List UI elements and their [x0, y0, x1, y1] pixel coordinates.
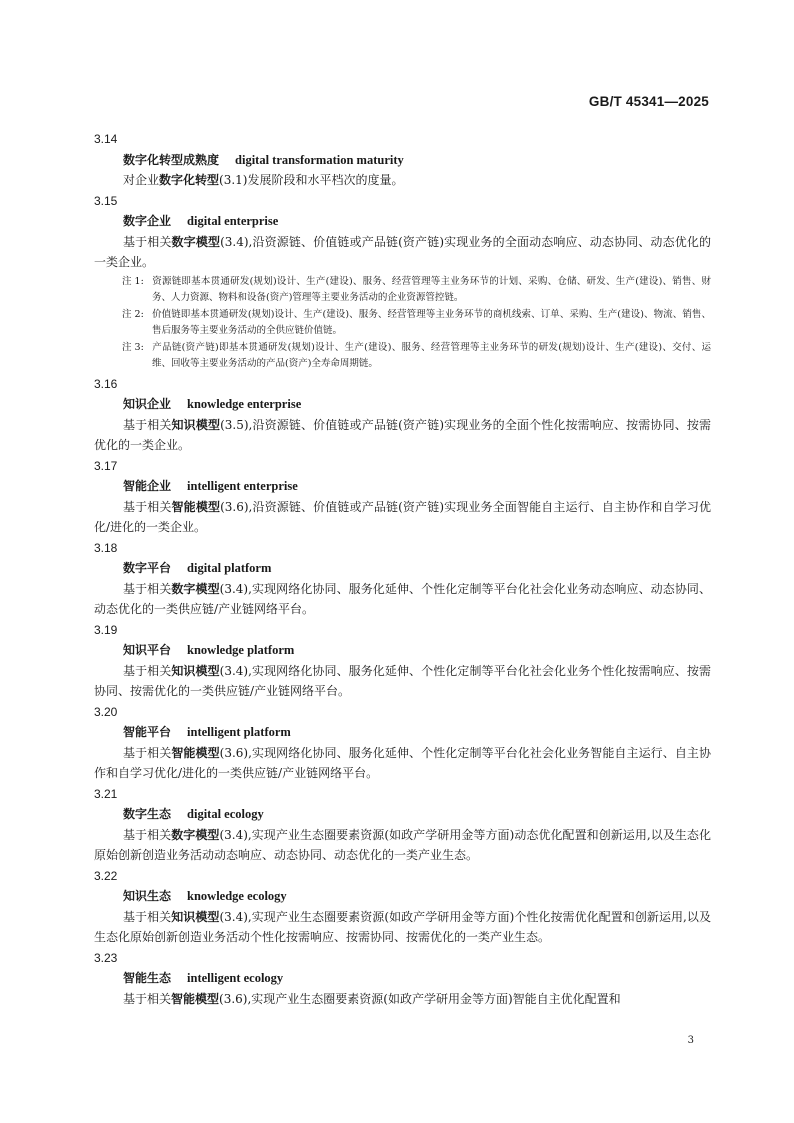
definition-body: (3.4),实现网络化协同、服务化延伸、个性化定制等平台化社会化业务个性化按需响应、按需协同、按需优化的一类供应链/产业链网络平台。	[94, 663, 711, 698]
term-definition	[94, 661, 711, 702]
term-title	[94, 722, 711, 743]
terms-content	[94, 129, 711, 1009]
definition-body: (3.4),实现产业生态圈要素资源(如政产学研用金等方面)动态优化配置和创新运用,以及生态化原始创新创造业务活动动态响应、动态协同、动态优化的一类产业生态。	[94, 827, 711, 862]
term-definition	[94, 579, 711, 620]
term-en: knowledge ecology	[187, 889, 287, 903]
definition-body: (3.4),沿资源链、价值链或产品链(资产链)实现业务的全面动态响应、动态协同、动态优化的一类企业。	[94, 234, 711, 269]
term-en: digital enterprise	[187, 214, 279, 228]
term-definition	[94, 170, 711, 191]
definition-referenced-term: 数字模型	[171, 827, 220, 842]
term-en: intelligent ecology	[187, 971, 284, 985]
definition-prefix: 基于相关	[123, 663, 172, 678]
term-zh: 智能企业	[123, 479, 172, 493]
term-title	[94, 476, 711, 497]
term-title	[94, 886, 711, 907]
term-en: digital ecology	[187, 807, 264, 821]
term-entry	[94, 702, 711, 784]
term-number: 3.18	[94, 540, 118, 555]
definition-referenced-term: 数字化转型	[159, 173, 220, 187]
definition-referenced-term: 智能模型	[171, 745, 220, 760]
term-number: 3.19	[94, 622, 118, 637]
definition-prefix: 基于相关	[123, 417, 172, 432]
term-definition	[94, 907, 711, 948]
term-zh: 知识平台	[123, 643, 172, 657]
note-label: 注 3:	[122, 341, 144, 353]
definition-prefix: 基于相关	[123, 827, 172, 842]
note-text: 产品链(资产链)即基本贯通研发(规划)设计、生产(建设)、服务、经营管理等主业务环节的研发(规划)设计、生产(建设)、交付、运维、回收等主要业务活动的产品(资产)全寿命周期链。	[152, 341, 711, 369]
term-entry	[94, 538, 711, 620]
term-title	[94, 211, 711, 232]
term-definition	[94, 825, 711, 866]
term-notes	[94, 273, 711, 374]
term-entry	[94, 866, 711, 948]
term-note	[94, 340, 711, 373]
term-title	[94, 150, 711, 171]
note-text: 价值链即基本贯通研发(规划)设计、生产(建设)、服务、经营管理等主业务环节的商机线索、订单、采购、生产(建设)、物流、销售、售后服务等主要业务活动的全供应链价值链。	[152, 308, 711, 336]
term-number: 3.15	[94, 193, 118, 208]
definition-body: (3.6),沿资源链、价值链或产品链(资产链)实现业务全面智能自主运行、自主协作和自学习优化/进化的一类企业。	[94, 499, 711, 534]
definition-referenced-term: 知识模型	[171, 417, 221, 432]
term-en: digital transformation maturity	[235, 152, 404, 167]
definition-prefix: 基于相关	[123, 991, 172, 1006]
definition-referenced-term: 知识模型	[171, 663, 220, 678]
definition-prefix: 基于相关	[123, 909, 172, 924]
definition-body: (3.6),实现产业生态圈要素资源(如政产学研用金等方面)智能自主优化配置和	[219, 991, 621, 1006]
note-text: 资源链即基本贯通研发(规划)设计、生产(建设)、服务、经营管理等主业务环节的计划、采购、仓储、研发、生产(建设)、销售、财务、人力资源、物料和设备(资产)管理等主要业务活动的企业资源管控链。	[152, 275, 711, 303]
term-number: 3.22	[94, 868, 118, 883]
definition-prefix: 对企业	[123, 173, 160, 187]
term-definition	[94, 497, 711, 538]
term-number: 3.20	[94, 704, 118, 719]
definition-referenced-term: 智能模型	[171, 499, 221, 514]
term-en: digital platform	[187, 561, 272, 575]
term-entry	[94, 784, 711, 866]
definition-prefix: 基于相关	[123, 499, 172, 514]
term-en: intelligent platform	[187, 725, 291, 739]
term-note	[94, 307, 711, 340]
definition-prefix: 基于相关	[123, 581, 172, 596]
term-zh: 知识企业	[123, 397, 172, 411]
definition-body: (3.4),实现网络化协同、服务化延伸、个性化定制等平台化社会化业务动态响应、动态协同、动态优化的一类供应链/产业链网络平台。	[94, 581, 711, 616]
term-zh: 智能平台	[123, 725, 172, 739]
definition-referenced-term: 数字模型	[171, 581, 220, 596]
term-number: 3.14	[94, 132, 118, 146]
term-definition	[94, 989, 711, 1010]
term-zh: 数字企业	[123, 214, 172, 228]
standard-id-header: GB/T 45341—2025	[588, 94, 709, 109]
definition-referenced-term: 数字模型	[171, 234, 221, 249]
term-title	[94, 968, 711, 989]
page-number: 3	[687, 1035, 694, 1046]
term-zh: 数字生态	[123, 807, 172, 821]
definition-body: (3.1)发展阶段和水平档次的度量。	[219, 173, 404, 187]
term-note	[94, 274, 711, 307]
term-entry	[94, 620, 711, 702]
term-number: 3.23	[94, 950, 118, 965]
definition-body: (3.5),沿资源链、价值链或产品链(资产链)实现业务的全面个性化按需响应、按需协同、按需优化的一类企业。	[94, 417, 711, 452]
definition-referenced-term: 智能模型	[171, 991, 220, 1006]
term-number: 3.17	[94, 458, 118, 473]
definition-prefix: 基于相关	[123, 234, 172, 249]
term-title	[94, 804, 711, 825]
term-zh: 数字化转型成熟度	[123, 152, 220, 167]
definition-referenced-term: 知识模型	[171, 909, 220, 924]
definition-body: (3.6),实现网络化协同、服务化延伸、个性化定制等平台化社会化业务智能自主运行、自主协作和自学习优化/进化的一类供应链/产业链网络平台。	[94, 745, 711, 780]
note-label: 注 1:	[122, 275, 144, 287]
term-entry	[94, 129, 711, 191]
term-zh: 智能生态	[123, 971, 172, 985]
term-entry	[94, 191, 711, 374]
term-definition	[94, 415, 711, 456]
term-en: knowledge enterprise	[187, 397, 302, 411]
definition-prefix: 基于相关	[123, 745, 172, 760]
term-zh: 知识生态	[123, 889, 172, 903]
term-title	[94, 394, 711, 415]
term-definition	[94, 232, 711, 273]
term-en: intelligent enterprise	[187, 479, 298, 493]
term-definition	[94, 743, 711, 784]
term-number: 3.21	[94, 786, 118, 801]
term-title	[94, 640, 711, 661]
term-zh: 数字平台	[123, 561, 172, 575]
note-label: 注 2:	[122, 308, 144, 320]
term-number: 3.16	[94, 376, 118, 391]
term-entry	[94, 374, 711, 456]
term-entry	[94, 456, 711, 538]
term-en: knowledge platform	[187, 643, 295, 657]
term-entry	[94, 948, 711, 1010]
term-title	[94, 558, 711, 579]
definition-body: (3.4),实现产业生态圈要素资源(如政产学研用金等方面)个性化按需优化配置和创新运用,以及生态化原始创新创造业务活动个性化按需响应、按需协同、按需优化的一类产业生态。	[94, 909, 711, 944]
